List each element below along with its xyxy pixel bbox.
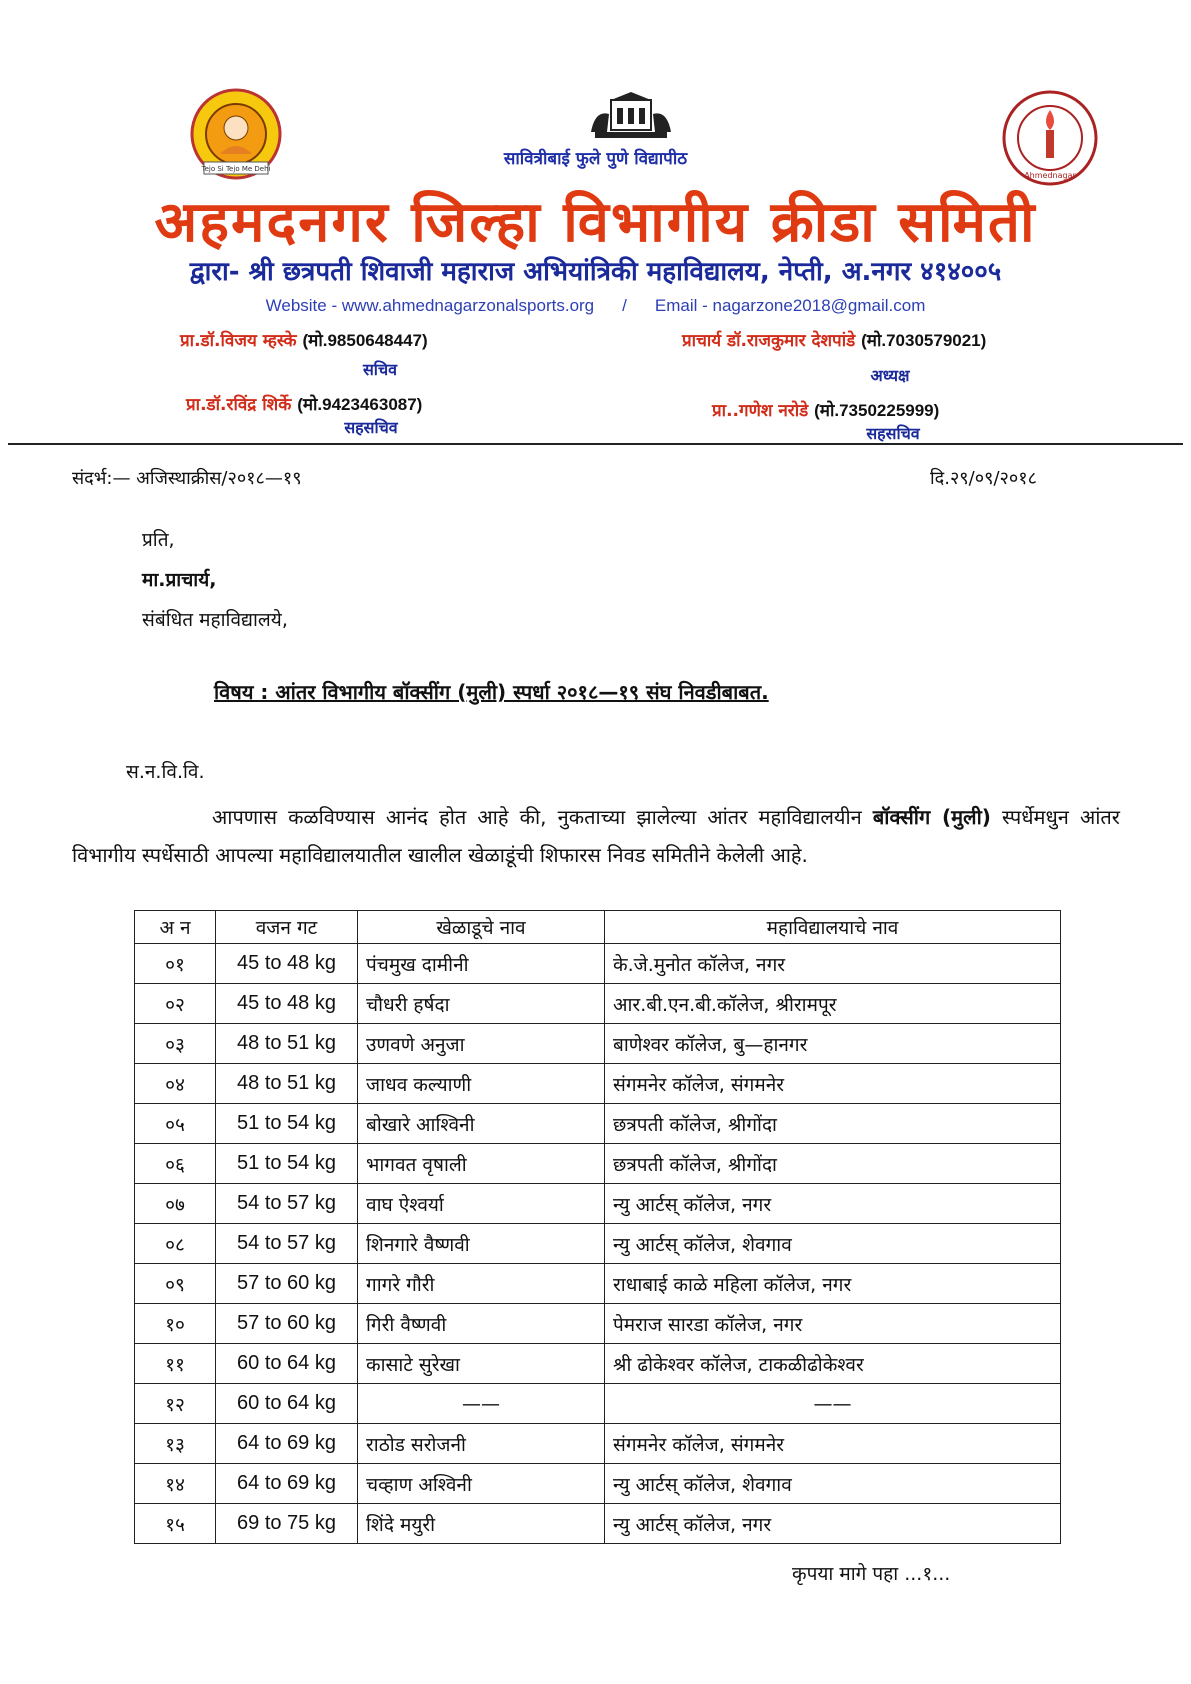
logo-text: Ahmednagar bbox=[1024, 171, 1076, 180]
table-header-row bbox=[135, 911, 1061, 944]
subject-line: विषय : आंतर विभागीय बॉक्सींग (मुली) स्पर्धा २०१८—१९ संघ निवडीबाबत. bbox=[214, 680, 769, 704]
joint-secretary-1-line bbox=[186, 392, 422, 415]
body-paragraph bbox=[72, 798, 1120, 874]
row-weight: 57 to 60 kg bbox=[216, 1264, 358, 1304]
row-serial: ०३ bbox=[135, 1024, 216, 1064]
row-college: के.जे.मुनोत कॉलेज, नगर bbox=[605, 944, 1061, 984]
university-emblem bbox=[585, 92, 677, 140]
row-player: —— bbox=[358, 1384, 605, 1424]
reference-number: संदर्भ:— अजिस्थाक्रीस/२०१८—१९ bbox=[72, 468, 302, 489]
row-player: गिरी वैष्णवी bbox=[358, 1304, 605, 1344]
row-serial: ०८ bbox=[135, 1224, 216, 1264]
president-line bbox=[682, 328, 986, 351]
row-player: जाधव कल्याणी bbox=[358, 1064, 605, 1104]
website-link[interactable]: Website - www.ahmednagarzonalsports.org bbox=[265, 296, 595, 315]
row-serial: १५ bbox=[135, 1504, 216, 1544]
table-row bbox=[135, 1184, 1061, 1224]
table-row bbox=[135, 1264, 1061, 1304]
row-serial: १४ bbox=[135, 1464, 216, 1504]
university-name: सावित्रीबाई फुले पुणे विद्यापीठ bbox=[503, 149, 688, 169]
page-footer: कृपया मागे पहा ...१... bbox=[792, 1563, 951, 1585]
table-row bbox=[135, 1464, 1061, 1504]
row-college: संगमनेर कॉलेज, संगमनेर bbox=[605, 1064, 1061, 1104]
salutation: स.न.वि.वि. bbox=[126, 761, 205, 783]
row-serial: ०२ bbox=[135, 984, 216, 1024]
joint-secretary-1-role: सहसचिव bbox=[344, 418, 398, 437]
row-weight: 60 to 64 kg bbox=[216, 1344, 358, 1384]
row-weight: 69 to 75 kg bbox=[216, 1504, 358, 1544]
joint-secretary-1-name: प्रा.डॉ.रविंद्र शिर्के bbox=[186, 395, 292, 415]
table-row bbox=[135, 1104, 1061, 1144]
row-serial: ०९ bbox=[135, 1264, 216, 1304]
president-name: प्राचार्य डॉ.राजकुमार देशपांडे bbox=[682, 331, 856, 351]
table-row bbox=[135, 1344, 1061, 1384]
row-college: राधाबाई काळे महिला कॉलेज, नगर bbox=[605, 1264, 1061, 1304]
row-college: आर.बी.एन.बी.कॉलेज, श्रीरामपूर bbox=[605, 984, 1061, 1024]
table-row bbox=[135, 1424, 1061, 1464]
table-row bbox=[135, 1024, 1061, 1064]
row-weight: 48 to 51 kg bbox=[216, 1064, 358, 1104]
row-weight: 48 to 51 kg bbox=[216, 1024, 358, 1064]
table-row bbox=[135, 1224, 1061, 1264]
secretary-phone: (मो.9850648447) bbox=[302, 331, 428, 350]
row-serial: ०४ bbox=[135, 1064, 216, 1104]
row-weight: 45 to 48 kg bbox=[216, 944, 358, 984]
header-player: खेळाडूचे नाव bbox=[358, 911, 605, 944]
joint-secretary-2-role: सहसचिव bbox=[866, 424, 920, 443]
row-weight: 54 to 57 kg bbox=[216, 1224, 358, 1264]
president-phone: (मो.7030579021) bbox=[861, 331, 987, 350]
row-serial: १० bbox=[135, 1304, 216, 1344]
row-serial: ०५ bbox=[135, 1104, 216, 1144]
address-line: द्वारा- श्री छत्रपती शिवाजी महाराज अभियांत्रिकी महाविद्यालय, नेप्ती, अ.नगर ४१४००५ bbox=[189, 257, 1002, 287]
table-row bbox=[135, 1304, 1061, 1344]
row-player: वाघ ऐश्वर्या bbox=[358, 1184, 605, 1224]
row-college: छत्रपती कॉलेज, श्रीगोंदा bbox=[605, 1144, 1061, 1184]
row-college: न्यु आर्टस् कॉलेज, नगर bbox=[605, 1504, 1061, 1544]
table-row bbox=[135, 1144, 1061, 1184]
row-college: छत्रपती कॉलेज, श्रीगोंदा bbox=[605, 1104, 1061, 1144]
row-college: श्री ढोकेश्वर कॉलेज, टाकळीढोकेश्वर bbox=[605, 1344, 1061, 1384]
contact-line bbox=[0, 296, 1191, 316]
joint-secretary-2-line bbox=[712, 398, 939, 421]
recipient-line-2: मा.प्राचार्य, bbox=[142, 569, 217, 591]
president-role: अध्यक्ष bbox=[870, 366, 910, 385]
secretary-line bbox=[180, 328, 428, 351]
row-serial: ०१ bbox=[135, 944, 216, 984]
row-weight: 60 to 64 kg bbox=[216, 1384, 358, 1424]
table-row bbox=[135, 944, 1061, 984]
recipient-line-3: संबंधित महाविद्यालये, bbox=[142, 609, 288, 631]
row-player: कासाटे सुरेखा bbox=[358, 1344, 605, 1384]
row-weight: 54 to 57 kg bbox=[216, 1184, 358, 1224]
contact-separator: / bbox=[622, 296, 627, 315]
table-row bbox=[135, 1064, 1061, 1104]
row-college: न्यु आर्टस् कॉलेज, शेवगाव bbox=[605, 1464, 1061, 1504]
header-sn: अ न bbox=[135, 911, 216, 944]
row-serial: ११ bbox=[135, 1344, 216, 1384]
row-player: चौधरी हर्षदा bbox=[358, 984, 605, 1024]
row-serial: ०७ bbox=[135, 1184, 216, 1224]
row-player: गागरे गौरी bbox=[358, 1264, 605, 1304]
row-weight: 45 to 48 kg bbox=[216, 984, 358, 1024]
table-row bbox=[135, 1384, 1061, 1424]
row-player: पंचमुख दामीनी bbox=[358, 944, 605, 984]
row-weight: 51 to 54 kg bbox=[216, 1144, 358, 1184]
header-weight: वजन गट bbox=[216, 911, 358, 944]
row-player: राठोड सरोजनी bbox=[358, 1424, 605, 1464]
row-serial: १२ bbox=[135, 1384, 216, 1424]
joint-secretary-2-name: प्रा..गणेश नरोडे bbox=[712, 401, 809, 421]
joint-secretary-1-phone: (मो.9423463087) bbox=[297, 395, 423, 414]
letter-date: दि.२९/०९/२०१८ bbox=[930, 468, 1037, 489]
row-college: न्यु आर्टस् कॉलेज, शेवगाव bbox=[605, 1224, 1061, 1264]
table-row bbox=[135, 1504, 1061, 1544]
row-player: शिनगारे वैष्णवी bbox=[358, 1224, 605, 1264]
secretary-name: प्रा.डॉ.विजय म्हस्के bbox=[180, 331, 297, 351]
row-player: बोखारे आश्विनी bbox=[358, 1104, 605, 1144]
row-weight: 51 to 54 kg bbox=[216, 1104, 358, 1144]
row-weight: 64 to 69 kg bbox=[216, 1424, 358, 1464]
row-college: न्यु आर्टस् कॉलेज, नगर bbox=[605, 1184, 1061, 1224]
row-player: भागवत वृषाली bbox=[358, 1144, 605, 1184]
row-college: संगमनेर कॉलेज, संगमनेर bbox=[605, 1424, 1061, 1464]
para-bold: बॉक्सींग (मुली) bbox=[872, 805, 991, 829]
row-college: बाणेश्वर कॉलेज, बु—हानगर bbox=[605, 1024, 1061, 1064]
zonal-committee-logo bbox=[1002, 90, 1098, 186]
header-divider bbox=[8, 443, 1183, 445]
row-player: शिंदे मयुरी bbox=[358, 1504, 605, 1544]
row-serial: ०६ bbox=[135, 1144, 216, 1184]
row-player: उणवणे अनुजा bbox=[358, 1024, 605, 1064]
row-weight: 57 to 60 kg bbox=[216, 1304, 358, 1344]
row-player: चव्हाण अश्विनी bbox=[358, 1464, 605, 1504]
committee-title: अहमदनगर जिल्हा विभागीय क्रीडा समिती bbox=[154, 190, 1037, 255]
row-college: पेमराज सारडा कॉलेज, नगर bbox=[605, 1304, 1061, 1344]
logo-motto: Tejo Si Tejo Me Dehi bbox=[201, 165, 271, 173]
header-college: महाविद्यालयाचे नाव bbox=[605, 911, 1061, 944]
recipient-line-1: प्रति, bbox=[142, 529, 175, 551]
selection-table bbox=[134, 910, 1061, 1544]
row-weight: 64 to 69 kg bbox=[216, 1464, 358, 1504]
row-serial: १३ bbox=[135, 1424, 216, 1464]
secretary-role: सचिव bbox=[362, 360, 398, 379]
para-part-1: आपणास कळविण्यास आनंद होत आहे की, नुकताच्या झालेल्या आंतर महाविद्यालयीन bbox=[212, 805, 873, 829]
joint-secretary-2-phone: (मो.7350225999) bbox=[814, 401, 940, 420]
para-part-2: स्पर्धेमधुन आंतर विभागीय स्पर्धेसाठी आपल्या महाविद्यालयातील खालील खेळाडूंची शिफारस निवड समितीने केलेली आहे. bbox=[72, 805, 1120, 867]
table-row bbox=[135, 984, 1061, 1024]
row-college: —— bbox=[605, 1384, 1061, 1424]
email-link[interactable]: Email - nagarzone2018@gmail.com bbox=[654, 296, 926, 315]
